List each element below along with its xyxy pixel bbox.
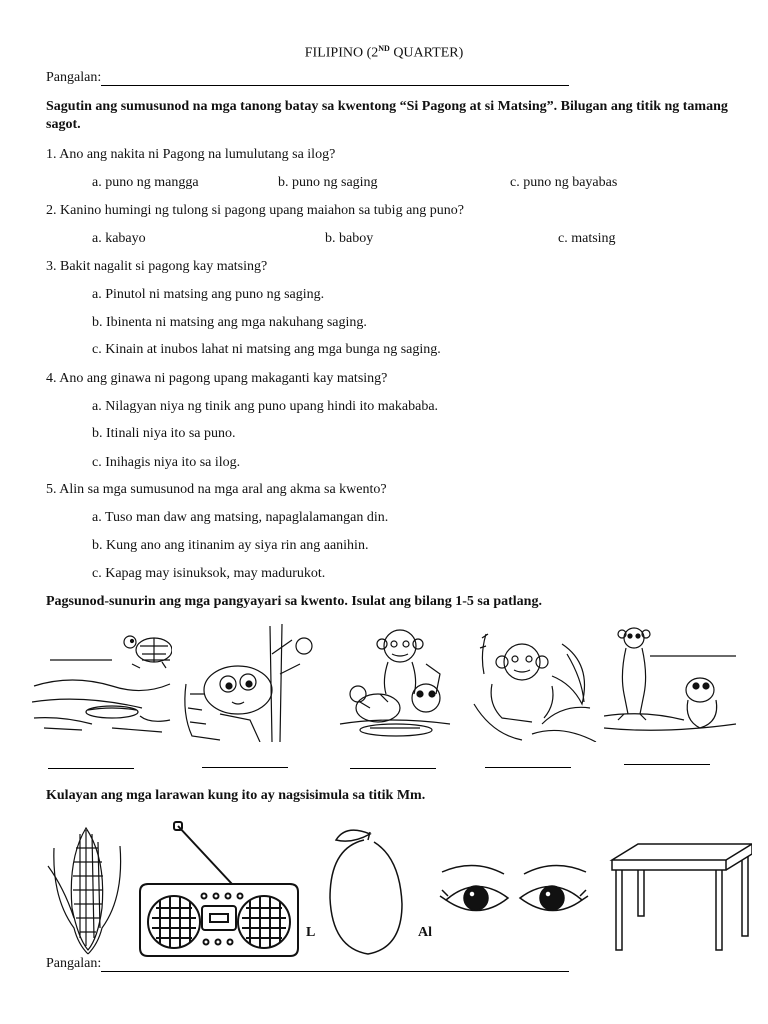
q3-option-a[interactable]: a. Pinutol ni matsing ang puno ng saging. <box>92 287 325 302</box>
story-panel-1 <box>32 624 172 742</box>
turtle-on-log-illustration <box>32 624 172 742</box>
q5-option-a[interactable]: a. Tuso man daw ang matsing, napaglalamangan din. <box>92 510 389 525</box>
question-2: 2. Kanino humingi ng tulong si pagong upang maiahon sa tubig ang puno? <box>46 203 465 218</box>
question-3: 3. Bakit nagalit si pagong kay matsing? <box>46 259 268 274</box>
q5-option-b[interactable]: b. Kung ano ang itinanim ay siya rin ang aanihin. <box>92 538 369 553</box>
q1-option-b[interactable]: b. puno ng saging <box>278 175 378 190</box>
partial-label-2: Al <box>418 925 432 940</box>
answer-blank-5[interactable] <box>624 764 710 765</box>
name-field <box>46 70 569 86</box>
answer-blank-4[interactable] <box>485 767 571 768</box>
section1-instruction: Sagutin ang sumusunod na mga tanong batay sa kwentong “Si Pagong at si Matsing”. Bilugan ang titik ng tamang sagot. <box>46 99 728 132</box>
answer-blank-2[interactable] <box>202 767 288 768</box>
title-superscript: ND <box>378 44 390 53</box>
eyes-picture[interactable] <box>438 856 590 936</box>
story-panel-5 <box>604 624 736 742</box>
eyes-illustration <box>438 856 590 936</box>
partial-label-1: L <box>306 925 316 940</box>
title-prefix: FILIPINO (2 <box>304 45 379 61</box>
q2-option-b[interactable]: b. baboy <box>325 231 374 246</box>
q3-option-c[interactable]: c. Kinain at inubos lahat ni matsing ang mga bunga ng saging. <box>92 342 441 357</box>
title-suffix: QUARTER) <box>389 45 464 61</box>
q4-option-c[interactable]: c. Inihagis niya ito sa ilog. <box>92 455 241 470</box>
mango-illustration <box>316 818 416 958</box>
q3-option-b[interactable]: b. Ibinenta ni matsing ang mga nakuhang saging. <box>92 315 367 330</box>
radio-illustration <box>134 818 304 958</box>
mango-picture[interactable] <box>316 818 416 958</box>
table-picture[interactable] <box>608 836 752 954</box>
table-illustration <box>608 836 752 954</box>
footer-name-label: Pangalan: <box>46 956 102 971</box>
section2-instruction: Pagsunod-sunurin ang mga pangyayari sa kwento. Isulat ang bilang 1-5 sa patlang. <box>46 594 542 609</box>
q4-option-a[interactable]: a. Nilagyan niya ng tinik ang puno upang hindi ito makababa. <box>92 399 439 414</box>
turtle-looking-at-tree-illustration <box>180 624 318 742</box>
section3-instruction: Kulayan ang mga larawan kung ito ay nagsisimula sa titik Mm. <box>46 788 426 803</box>
q1-option-c[interactable]: c. puno ng bayabas <box>510 175 618 190</box>
story-panel-3 <box>330 624 460 742</box>
answer-blank-3[interactable] <box>350 768 436 769</box>
corn-picture[interactable] <box>44 818 130 958</box>
q5-option-c[interactable]: c. Kapag may isinuksok, may madurukot. <box>92 566 326 581</box>
question-4: 4. Ano ang ginawa ni pagong upang makaganti kay matsing? <box>46 371 388 386</box>
name-label: Pangalan: <box>46 70 102 85</box>
monkey-eating-bananas-illustration <box>472 624 598 742</box>
q1-option-a[interactable]: a. puno ng mangga <box>92 175 199 190</box>
worksheet-title <box>0 44 768 62</box>
story-panel-4 <box>472 624 598 742</box>
story-panel-2 <box>180 624 318 742</box>
q2-option-c[interactable]: c. matsing <box>558 231 616 246</box>
answer-blank-1[interactable] <box>48 768 134 769</box>
name-blank[interactable] <box>101 71 569 86</box>
footer-name-field <box>46 956 569 972</box>
q4-option-b[interactable]: b. Itinali niya ito sa puno. <box>92 426 236 441</box>
question-1: 1. Ano ang nakita ni Pagong na lumulutang sa ilog? <box>46 147 336 162</box>
corn-illustration <box>44 818 130 958</box>
radio-picture[interactable] <box>134 818 304 958</box>
question-5: 5. Alin sa mga sumusunod na mga aral ang akma sa kwento? <box>46 482 387 497</box>
monkey-and-turtle-illustration <box>330 624 460 742</box>
q2-option-a[interactable]: a. kabayo <box>92 231 146 246</box>
monkey-and-turtle-standing-illustration <box>604 624 736 742</box>
footer-name-blank[interactable] <box>101 957 569 972</box>
